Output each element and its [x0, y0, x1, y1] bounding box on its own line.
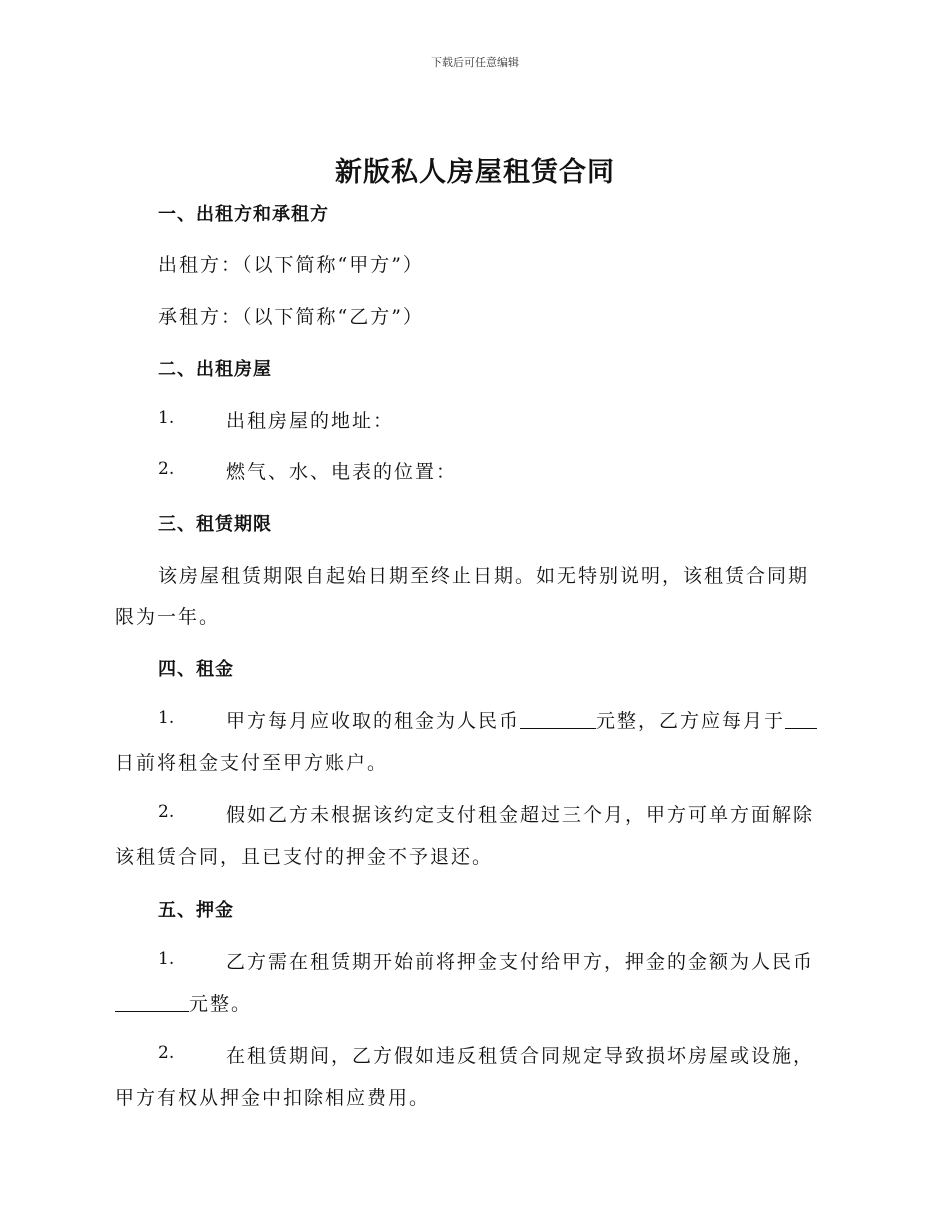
payment-day-blank [785, 710, 817, 729]
rent-text-a: 甲方每月应收取的租金为人民币 [226, 710, 521, 732]
rent-line-2: 日前将租金支付至甲方账户。 [115, 752, 389, 774]
section-4-heading: 四、租金 [158, 659, 234, 680]
document-title: 新版私人房屋租赁合同 [335, 157, 615, 188]
deposit-line-2 [115, 989, 252, 1016]
rent-amount-line [226, 706, 817, 733]
item-number: 2. [158, 459, 175, 479]
section-5-heading: 五、押金 [158, 900, 234, 921]
rent-text-b: 元整，乙方应每月于 [596, 710, 786, 732]
term-text-line-1: 该房屋租赁期限自起始日期至终止日期。如无特别说明，该租赁合同期 [158, 565, 810, 587]
lessee-line: 承租方：（以下简称“乙方”） [158, 306, 424, 328]
item-number: 2. [158, 802, 175, 822]
rent-default-line-1: 假如乙方未根据该约定支付租金超过三个月，甲方可单方面解除 [226, 804, 815, 826]
deposit-deduction-line-2: 甲方有权从押金中扣除相应费用。 [115, 1087, 431, 1109]
item-number: 1. [158, 708, 175, 728]
item-number: 1. [158, 949, 175, 969]
meter-location-item: 燃气、水、电表的位置： [226, 461, 458, 483]
term-text-line-2: 限为一年。 [115, 606, 221, 628]
deposit-amount-blank [115, 993, 189, 1012]
deposit-line-1: 乙方需在租赁期开始前将押金支付给甲方，押金的金额为人民币 [226, 951, 815, 973]
deposit-deduction-line-1: 在租赁期间，乙方假如违反租赁合同规定导致损坏房屋或设施， [226, 1045, 815, 1067]
rent-default-line-2: 该租赁合同，且已支付的押金不予退还。 [115, 846, 494, 868]
lessor-line: 出租方：（以下简称“甲方”） [158, 254, 424, 276]
deposit-text: 元整。 [189, 993, 253, 1015]
section-1-heading: 一、出租方和承租方 [158, 204, 329, 225]
rent-amount-blank [520, 710, 596, 729]
section-3-heading: 三、租赁期限 [158, 514, 272, 535]
item-number: 1. [158, 408, 175, 428]
item-number: 2. [158, 1043, 175, 1063]
section-2-heading: 二、出租房屋 [158, 359, 272, 380]
header-note: 下载后可任意编辑 [431, 56, 519, 69]
address-item: 出租房屋的地址： [226, 410, 395, 432]
